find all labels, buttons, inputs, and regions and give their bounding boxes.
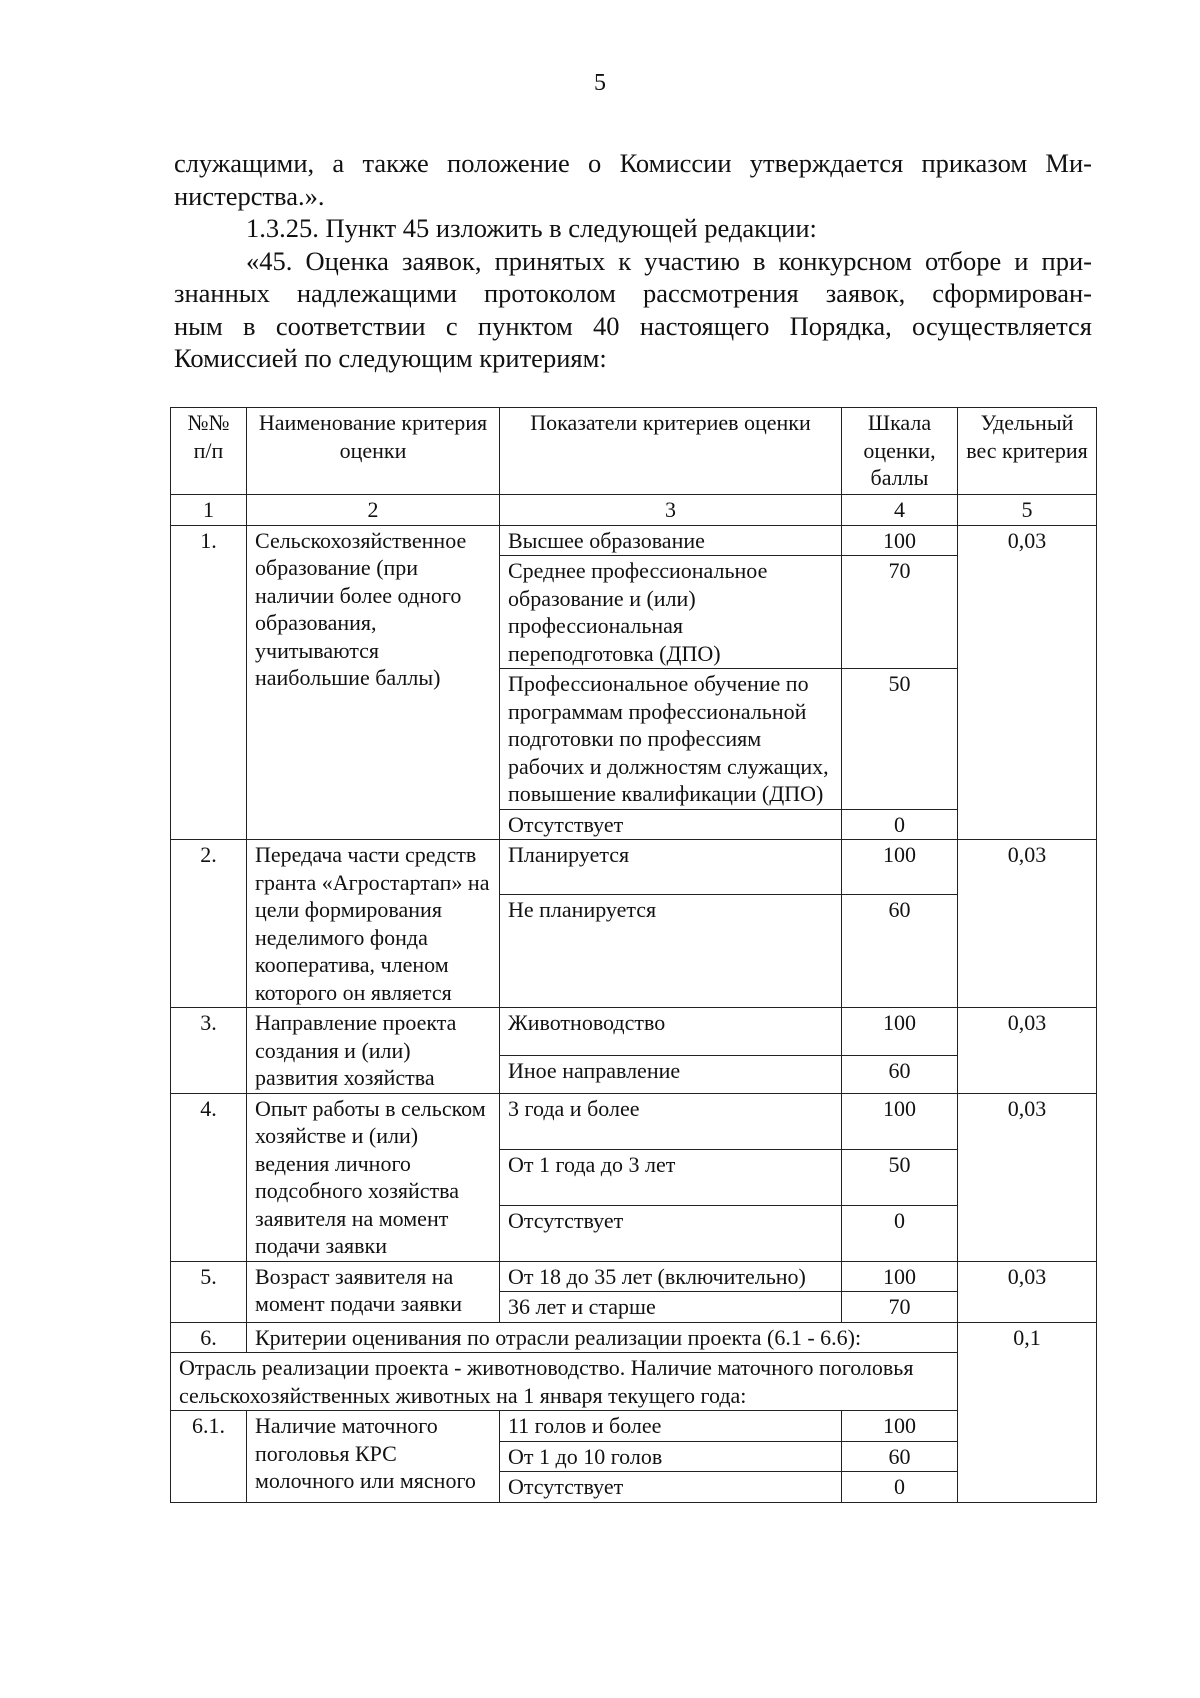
indicator: 36 лет и старше [500, 1292, 842, 1323]
weight: 0,03 [958, 840, 1097, 1008]
header-cell: Удельный вес критерия [958, 408, 1097, 495]
row-number: 6.1. [171, 1411, 247, 1503]
score: 0 [842, 1472, 958, 1503]
criterion-name: Сельскохозяйственное образование (при наличии более одного образования, учитываются наибольшие баллы) [247, 525, 500, 840]
indicator: Высшее образование [500, 525, 842, 556]
indicator: Животноводство [500, 1008, 842, 1056]
weight: 0,03 [958, 525, 1097, 840]
indicator: Отсутствует [500, 1472, 842, 1503]
score: 100 [842, 1093, 958, 1149]
row-number: 5. [171, 1261, 247, 1322]
text-line: знанных надлежащими протоколом рассмотрения заявок, сформирован- [174, 278, 1092, 308]
indicator: Не планируется [500, 895, 842, 1008]
score: 70 [842, 1292, 958, 1323]
indicator: Отсутствует [500, 809, 842, 840]
table-row [171, 1093, 1097, 1149]
text-line: служащими, а также положение о Комиссии утверждается приказом Ми- [174, 148, 1092, 178]
score: 60 [842, 1056, 958, 1094]
row-number: 3. [171, 1008, 247, 1094]
score: 100 [842, 525, 958, 556]
column-number: 2 [247, 495, 500, 526]
header-cell: Показатели критериев оценки [500, 408, 842, 495]
text-line: нистерства.». [174, 180, 325, 211]
header-cell: №№ п/п [171, 408, 247, 495]
criterion-name: Возраст заявителя на момент подачи заявки [247, 1261, 500, 1322]
industry-note: Отрасль реализации проекта - животноводство. Наличие маточного поголовья сельскохозяйственных животных на 1 января текущего года: [171, 1353, 958, 1411]
criterion-name: Передача части средств гранта «Агростартап» на цели формирования неделимого фонда кооператива, членом которого он является [247, 840, 500, 1008]
indicator: Иное направление [500, 1056, 842, 1094]
table-row [171, 1261, 1097, 1292]
table-header-row [171, 408, 1097, 495]
text-line: Комиссией по следующим критериям: [174, 343, 607, 373]
header-cell: Шкала оценки, баллы [842, 408, 958, 495]
indicator: Среднее профессиональное образование и (или) профессиональная переподготовка (ДПО) [500, 556, 842, 669]
column-number: 5 [958, 495, 1097, 526]
table-row [171, 1322, 1097, 1353]
weight: 0,03 [958, 1261, 1097, 1322]
score: 100 [842, 1261, 958, 1292]
indicator: От 1 года до 3 лет [500, 1149, 842, 1205]
score: 50 [842, 1149, 958, 1205]
column-number-row [171, 495, 1097, 526]
row-number: 2. [171, 840, 247, 1008]
table-row [171, 840, 1097, 895]
criterion-name: Направление проекта создания и (или) развития хозяйства [247, 1008, 500, 1094]
weight: 0,03 [958, 1093, 1097, 1261]
row-number: 6. [171, 1322, 247, 1353]
score: 0 [842, 1205, 958, 1261]
indicator: 11 голов и более [500, 1411, 842, 1442]
weight: 0,1 [958, 1322, 1097, 1502]
score: 50 [842, 669, 958, 810]
indicator: Планируется [500, 840, 842, 895]
row-number: 1. [171, 525, 247, 840]
text-line: 1.3.25. Пункт 45 изложить в следующей редакции: [246, 213, 817, 243]
row-number: 4. [171, 1093, 247, 1261]
text-line: «45. Оценка заявок, принятых к участию в конкурсном отборе и при- [246, 245, 1092, 276]
column-number: 3 [500, 495, 842, 526]
header-cell: Наименование критерия оценки [247, 408, 500, 495]
table-row [171, 525, 1097, 556]
page-number: 5 [594, 70, 606, 96]
text-line: ным в соответствии с пунктом 40 настоящего Порядка, осуществляется [174, 310, 1092, 341]
indicator: От 18 до 35 лет (включительно) [500, 1261, 842, 1292]
paragraph-continuation [174, 147, 1092, 375]
indicator: Профессиональное обучение по программам профессиональной подготовки по профессиям рабочих и должностям служащих, повышение квалификации (ДПО) [500, 669, 842, 810]
score: 60 [842, 895, 958, 1008]
criterion-name: Наличие маточного поголовья КРС молочного или мясного [247, 1411, 500, 1503]
score: 60 [842, 1441, 958, 1472]
criteria-table [170, 407, 1097, 1503]
indicator: Отсутствует [500, 1205, 842, 1261]
score: 70 [842, 556, 958, 669]
indicator: От 1 до 10 голов [500, 1441, 842, 1472]
weight: 0,03 [958, 1008, 1097, 1094]
score: 0 [842, 809, 958, 840]
score: 100 [842, 1008, 958, 1056]
table-row [171, 1008, 1097, 1056]
criterion-name: Критерии оценивания по отрасли реализации проекта (6.1 - 6.6): [247, 1322, 958, 1353]
column-number: 1 [171, 495, 247, 526]
score: 100 [842, 840, 958, 895]
indicator: 3 года и более [500, 1093, 842, 1149]
score: 100 [842, 1411, 958, 1442]
column-number: 4 [842, 495, 958, 526]
criterion-name: Опыт работы в сельском хозяйстве и (или) ведения личного подсобного хозяйства заявителя на момент подачи заявки [247, 1093, 500, 1261]
